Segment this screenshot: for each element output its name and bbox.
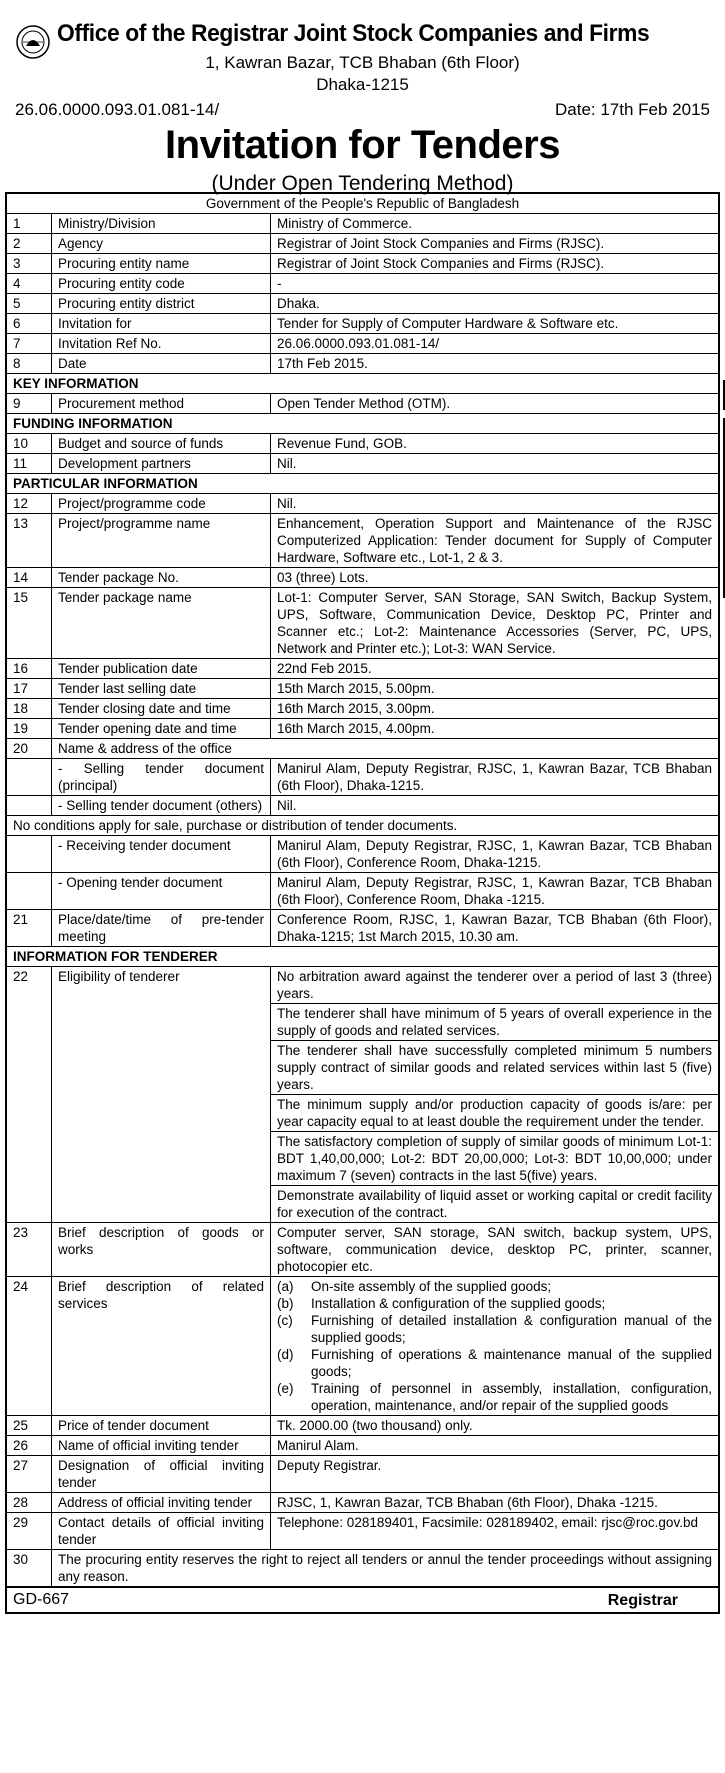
table-row (6, 334, 719, 354)
table-row (6, 274, 719, 294)
row-label: Price of tender document (52, 1416, 271, 1436)
list-item (277, 1346, 712, 1380)
row-value: - (271, 274, 720, 294)
section-information-for-tenderer: INFORMATION FOR TENDERER (6, 947, 719, 967)
row-value: Manirul Alam. (271, 1436, 720, 1456)
row-label: Procuring entity code (52, 274, 271, 294)
row-number: 15 (6, 588, 52, 659)
distribution-note: No conditions apply for sale, purchase or distribution of tender documents. (6, 816, 719, 836)
table-row (6, 254, 719, 274)
eligibility-item: The tenderer shall have successfully completed minimum 5 numbers supply contract of similar goods and related services within last 5 (five) years. (271, 1041, 720, 1095)
row-value: Tk. 2000.00 (two thousand) only. (271, 1416, 720, 1436)
row-number: 21 (6, 910, 52, 947)
row-label: Brief description of goods or works (52, 1223, 271, 1277)
row-value: Revenue Fund, GOB. (271, 434, 720, 454)
tender-notice (5, 2, 720, 1614)
row-label: Project/programme code (52, 494, 271, 514)
table-row (6, 796, 719, 816)
row-number: 9 (6, 394, 52, 414)
row-number: 2 (6, 234, 52, 254)
row-label: Brief description of related services (52, 1277, 271, 1416)
row-number: 12 (6, 494, 52, 514)
row-value: 16th March 2015, 4.00pm. (271, 719, 720, 739)
table-row (6, 234, 719, 254)
row-number: 14 (6, 568, 52, 588)
notice-footer (5, 1588, 720, 1614)
reference-number: 26.06.0000.093.01.081-14/ (15, 100, 220, 119)
row-label: - Selling tender document (others) (52, 796, 271, 816)
list-marker: (b) (277, 1296, 294, 1311)
table-row (6, 1513, 719, 1550)
section-heading (6, 474, 719, 494)
row-label: Budget and source of funds (52, 434, 271, 454)
row-label: Procuring entity name (52, 254, 271, 274)
row-value: Registrar of Joint Stock Companies and Firms (RJSC). (271, 254, 720, 274)
table-row (6, 1416, 719, 1436)
table-row (6, 1550, 719, 1588)
row-label: Tender package name (52, 588, 271, 659)
row-number: 13 (6, 514, 52, 568)
government-line: Government of the People's Republic of Bangladesh (6, 193, 719, 214)
row-label: Address of official inviting tender (52, 1493, 271, 1513)
table-row (6, 1493, 719, 1513)
table-row (6, 394, 719, 414)
list-item (277, 1278, 712, 1295)
row-value: Registrar of Joint Stock Companies and Firms (RJSC). (271, 234, 720, 254)
row-value: Conference Room, RJSC, 1, Kawran Bazar, TCB Bhaban (6th Floor), Dhaka-1215; 1st March 2015, 10.30 am. (271, 910, 720, 947)
row-value: Nil. (271, 454, 720, 474)
notice-header (5, 2, 720, 195)
row-label: Contact details of official inviting tender (52, 1513, 271, 1550)
list-text: On-site assembly of the supplied goods; (311, 1279, 552, 1294)
eligibility-item: No arbitration award against the tenderer over a period of last 3 (three) years. (271, 967, 720, 1004)
row-value: 03 (three) Lots. (271, 568, 720, 588)
section-heading (6, 947, 719, 967)
row-value: Manirul Alam, Deputy Registrar, RJSC, 1, Kawran Bazar, TCB Bhaban (6th Floor), Dhaka-1215. (271, 759, 720, 796)
table-row (6, 873, 719, 910)
row-value: Tender for Supply of Computer Hardware & Software etc. (271, 314, 720, 334)
row-label: Name of official inviting tender (52, 1436, 271, 1456)
row-value: Manirul Alam, Deputy Registrar, RJSC, 1, Kawran Bazar, TCB Bhaban (6th Floor), Conference Room, Dhaka -1215. (271, 873, 720, 910)
table-row (6, 514, 719, 568)
row-value: 22nd Feb 2015. (271, 659, 720, 679)
table-row (6, 719, 719, 739)
table-row (6, 568, 719, 588)
row-label: Development partners (52, 454, 271, 474)
signatory: Registrar (607, 1592, 678, 1609)
row-value: 15th March 2015, 5.00pm. (271, 679, 720, 699)
office-name: Office of the Registrar Joint Stock Companies and Firms (57, 20, 650, 47)
row-number: 6 (6, 314, 52, 334)
row-label: Tender publication date (52, 659, 271, 679)
list-text: Installation & configuration of the supplied goods; (311, 1296, 606, 1311)
table-row (6, 354, 719, 374)
tender-table (5, 192, 720, 1588)
table-row (6, 679, 719, 699)
eligibility-item: The tenderer shall have minimum of 5 years of overall experience in the supply of goods and related services. (271, 1004, 720, 1041)
row-number: 5 (6, 294, 52, 314)
row-label: Ministry/Division (52, 214, 271, 234)
list-item (277, 1295, 712, 1312)
row-label: Invitation for (52, 314, 271, 334)
row-value: 17th Feb 2015. (271, 354, 720, 374)
row-number: 4 (6, 274, 52, 294)
table-row (6, 659, 719, 679)
row-number: 7 (6, 334, 52, 354)
table-row (6, 193, 719, 214)
table-row (6, 314, 719, 334)
row-number: 11 (6, 454, 52, 474)
row-value: Ministry of Commerce. (271, 214, 720, 234)
row-number: 26 (6, 1436, 52, 1456)
row-number: 18 (6, 699, 52, 719)
row-value: Nil. (271, 494, 720, 514)
services-list (271, 1277, 720, 1416)
eligibility-item: The minimum supply and/or production capacity of goods is/are: per year capacity equal to at least double the requirement under the tender. (271, 1095, 720, 1132)
row-number: 24 (6, 1277, 52, 1416)
table-row (6, 816, 719, 836)
list-marker: (e) (277, 1381, 294, 1396)
eligibility-item: Demonstrate availability of liquid asset or working capital or credit facility for execution of the contract. (271, 1186, 720, 1223)
row-label: Invitation Ref No. (52, 334, 271, 354)
list-marker: (a) (277, 1279, 294, 1294)
row-label: Designation of official inviting tender (52, 1456, 271, 1493)
row-label: Date (52, 354, 271, 374)
row-label: - Receiving tender document (52, 836, 271, 873)
page-subtitle: (Under Open Tendering Method) (211, 172, 514, 195)
table-row (6, 294, 719, 314)
row-number: 3 (6, 254, 52, 274)
row-label: Procuring entity district (52, 294, 271, 314)
list-text: Training of personnel in assembly, installation, configuration, operation, maintenance, and/or repair of the supplied goods (311, 1381, 712, 1413)
row-value: 26.06.0000.093.01.081-14/ (271, 334, 720, 354)
list-marker: (c) (277, 1313, 293, 1328)
row-number: 1 (6, 214, 52, 234)
address-line-1: 1, Kawran Bazar, TCB Bhaban (6th Floor) (205, 53, 520, 72)
section-key-information: KEY INFORMATION (6, 374, 719, 394)
row-label: Eligibility of tenderer (52, 967, 271, 1223)
row-number: 28 (6, 1493, 52, 1513)
row-label: Tender opening date and time (52, 719, 271, 739)
table-row (6, 739, 719, 759)
row-value: Telephone: 028189401, Facsimile: 028189402, email: rjsc@roc.gov.bd (271, 1513, 720, 1550)
table-row (6, 434, 719, 454)
section-heading (6, 414, 719, 434)
row-label: Tender package No. (52, 568, 271, 588)
row-number: 27 (6, 1456, 52, 1493)
table-row (6, 1223, 719, 1277)
row-value: 16th March 2015, 3.00pm. (271, 699, 720, 719)
list-item (277, 1312, 712, 1346)
row-label: Tender closing date and time (52, 699, 271, 719)
table-row (6, 699, 719, 719)
table-row (6, 1277, 719, 1416)
row-label: Place/date/time of pre-tender meeting (52, 910, 271, 947)
list-text: Furnishing of operations & maintenance manual of the supplied goods; (311, 1347, 712, 1379)
row-label: Project/programme name (52, 514, 271, 568)
table-row (6, 494, 719, 514)
row-label: Name & address of the office (52, 739, 720, 759)
gd-code: GD-667 (13, 1591, 70, 1608)
table-row (6, 588, 719, 659)
table-row (6, 967, 719, 1004)
row-value: Nil. (271, 796, 720, 816)
row-number: 30 (6, 1550, 52, 1588)
table-row (6, 1436, 719, 1456)
section-heading (6, 374, 719, 394)
row-number: 29 (6, 1513, 52, 1550)
row-number: 19 (6, 719, 52, 739)
row-number: 25 (6, 1416, 52, 1436)
row-label: - Opening tender document (52, 873, 271, 910)
row-value: Computer server, SAN storage, SAN switch, backup system, UPS, software, communication device, desktop PC, printer, scanner, photocopier etc. (271, 1223, 720, 1277)
row-value: Dhaka. (271, 294, 720, 314)
table-row (6, 214, 719, 234)
notice-date: Date: 17th Feb 2015 (554, 100, 710, 119)
row-number: 16 (6, 659, 52, 679)
row-number: 8 (6, 354, 52, 374)
table-row (6, 454, 719, 474)
row-number: 23 (6, 1223, 52, 1277)
table-row (6, 1456, 719, 1493)
list-marker: (d) (277, 1347, 294, 1362)
row-number: 22 (6, 967, 52, 1223)
list-item (277, 1380, 712, 1414)
row-label: Agency (52, 234, 271, 254)
page-title: Invitation for Tenders (165, 123, 560, 167)
row-number: 20 (6, 739, 52, 759)
row-number: 17 (6, 679, 52, 699)
row-label: - Selling tender document (principal) (52, 759, 271, 796)
table-row (6, 836, 719, 873)
row-value: The procuring entity reserves the right to reject all tenders or annul the tender proceedings without assigning any reason. (52, 1550, 720, 1588)
row-value: RJSC, 1, Kawran Bazar, TCB Bhaban (6th Floor), Dhaka -1215. (271, 1493, 720, 1513)
section-funding-information: FUNDING INFORMATION (6, 414, 719, 434)
row-value: Lot-1: Computer Server, SAN Storage, SAN Switch, Backup System, UPS, Software, Communication Device, Desktop PC, Printer and Scanner etc.; Lot-2: Maintenance Accessories (Server, PC, UPS, Network and Printer etc.); Lot-3: WAN Service. (271, 588, 720, 659)
row-value: Manirul Alam, Deputy Registrar, RJSC, 1, Kawran Bazar, TCB Bhaban (6th Floor), Conference Room, Dhaka-1215. (271, 836, 720, 873)
row-value: Deputy Registrar. (271, 1456, 720, 1493)
row-value: Enhancement, Operation Support and Maintenance of the RJSC Computerized Application: Tender document for Supply of Computer Hardware, Software etc., Lot-1, 2 & 3. (271, 514, 720, 568)
list-text: Furnishing of detailed installation & configuration manual of the supplied goods; (311, 1313, 712, 1345)
eligibility-item: The satisfactory completion of supply of similar goods of minimum Lot-1: BDT 1,40,00,000; Lot-2: BDT 20,00,000; Lot-3: BDT 10,00,000; under maximum 7 (seven) contracts in the last 5(five) years. (271, 1132, 720, 1186)
address-line-2: Dhaka-1215 (316, 75, 409, 94)
row-label: Tender last selling date (52, 679, 271, 699)
row-number: 10 (6, 434, 52, 454)
row-label: Procurement method (52, 394, 271, 414)
table-row (6, 759, 719, 796)
table-row (6, 910, 719, 947)
section-particular-information: PARTICULAR INFORMATION (6, 474, 719, 494)
row-value: Open Tender Method (OTM). (271, 394, 720, 414)
